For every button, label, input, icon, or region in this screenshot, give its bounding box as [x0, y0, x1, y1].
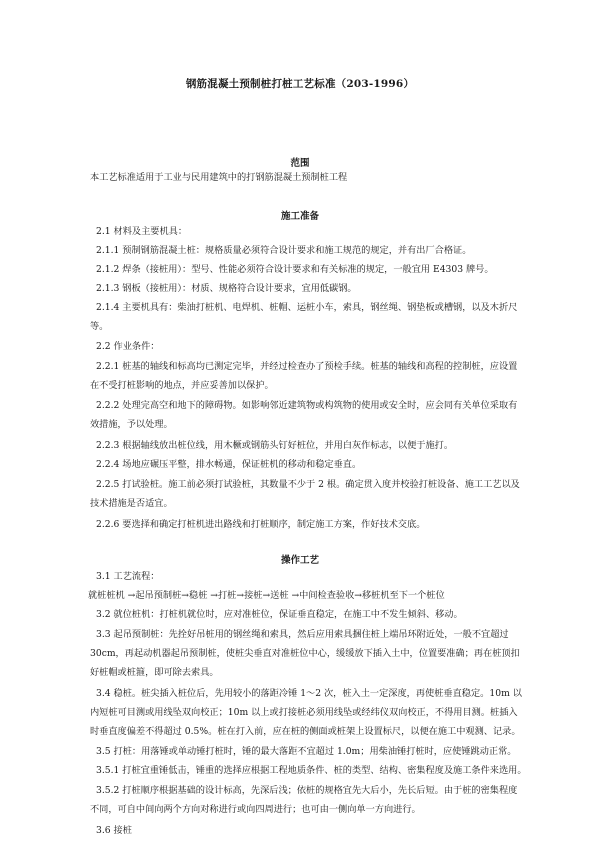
- paragraph-line: 3.1 工艺流程：: [96, 571, 160, 582]
- paragraph-line: 2.2 作业条件：: [96, 341, 160, 352]
- prep-heading: 施工准备: [280, 211, 319, 222]
- paragraph-line: 2.2.6 要选择和确定打桩机进出路线和打桩顺序，制定施工方案，作好技术交底。: [96, 519, 426, 530]
- paragraph-line: 2.2.1 桩基的轴线和标高均已测定完毕，并经过检查办了预检手续。桩基的轴线和高程的控制桩，应设置: [96, 361, 518, 372]
- scope-heading: 范围: [290, 158, 310, 169]
- document-title: 钢筋混凝土预制桩打桩工艺标准（203-1996）: [185, 78, 415, 90]
- paragraph-line: 2.2.5 打试验桩。施工前必须打试验桩，其数量不少于 2 根。确定贯入度并校验打桩设备、施工工艺以及: [96, 479, 520, 490]
- paragraph-line: 3.2 就位桩机：打桩机就位时，应对准桩位，保证垂直稳定，在施工中不发生倾斜、移动。: [96, 609, 463, 620]
- paragraph-line: 2.2.2 处理完高空和地下的障碍物。如影响邻近建筑物或构筑物的使用或安全时，应会同有关单位采取有: [96, 400, 518, 411]
- paragraph-line: 2.2.4 场地应碾压平整，排水畅通，保证桩机的移动和稳定垂直。: [96, 459, 362, 470]
- paragraph-line: 在不受打桩影响的地点，并应妥善加以保护。: [90, 380, 274, 391]
- paragraph-line: 时垂直度偏差不得超过 0.5%。桩在打入前，应在桩的侧面或桩架上设置标尺，以便在施工中观测、记录。: [90, 726, 521, 737]
- paragraph-line: 3.4 稳桩。桩尖插入桩位后，先用较小的落距冷锤 1～2 次，桩入土一定深度，再使桩垂直稳定。10m 以: [96, 688, 522, 699]
- paragraph-line: 2.1.4 主要机具有：柴油打桩机、电焊机、桩帽、运桩小车，索具，钢丝绳、钢垫板或槽钢，以及木折尺: [96, 302, 518, 313]
- process-flow: 就桩桩机 →起吊预制桩→稳桩 →打桩→接桩→送桩 →中间检查验收→移桩机至下一个桩位: [88, 590, 445, 601]
- paragraph-line: 技术措施是否适宜。: [90, 498, 173, 509]
- paragraph-line: 2.1.1 预制钢筋混凝土桩：规格质量必须符合设计要求和施工规范的规定，并有出厂合格证。: [96, 245, 472, 256]
- paragraph-line: 好桩帽或桩箍，即可除去索具。: [90, 667, 219, 678]
- paragraph-line: 3.5.1 打桩宜重锤低击，锤重的选择应根据工程地质条件、桩的类型、结构、密集程度及施工条件来选用。: [96, 765, 527, 776]
- paragraph-line: 等。: [90, 321, 109, 332]
- paragraph-line: 2.1.2 焊条（接桩用）：型号、性能必须符合设计要求和有关标准的规定，一般宜用 E4303 牌号。: [96, 264, 494, 275]
- paragraph-line: 3.6 接桩: [96, 825, 132, 836]
- process-heading: 操作工艺: [280, 555, 319, 566]
- paragraph-line: 3.3 起吊预制桩：先拴好吊桩用的钢丝绳和索具，然后应用索具捆住桩上端吊环附近处，一般不宜超过: [96, 629, 509, 640]
- paragraph-line: 内短桩可目测或用线坠双向校正；10m 以上或打接桩必须用线坠或经纬仪双向校正，不得用目测。桩插入: [90, 707, 518, 718]
- scope-text: 本工艺标准适用于工业与民用建筑中的打钢筋混凝土预制桩工程: [90, 172, 348, 183]
- paragraph-line: 3.5.2 打桩顺序根据基础的设计标高，先深后浅；依桩的规格宜先大后小，先长后短。由于桩的密集程度: [96, 785, 518, 796]
- paragraph-line: 2.1 材料及主要机具：: [96, 226, 188, 237]
- paragraph-line: 不同，可自中间向两个方向对称进行或向四周进行；也可由一侧向单一方向进行。: [90, 804, 421, 815]
- paragraph-line: 30cm，再起动机器起吊预制桩，使桩尖垂直对准桩位中心，缓缓放下插入土中，位置要准确；再在桩顶扣: [90, 648, 520, 659]
- paragraph-line: 3.5 打桩：用落锤或单动锤打桩时，锤的最大落距不宜超过 1.0m；用柴油锤打桩时，应使锤跳动正常。: [96, 746, 517, 757]
- paragraph-line: 2.1.3 钢板（接桩用）：材质、规格符合设计要求，宜用低碳钢。: [96, 283, 357, 294]
- paragraph-line: 效措施，予以处理。: [90, 419, 173, 430]
- paragraph-line: 2.2.3 根据轴线放出桩位线，用木橛或钢筋头钉好桩位，并用白灰作标志，以便于施打。: [96, 440, 454, 451]
